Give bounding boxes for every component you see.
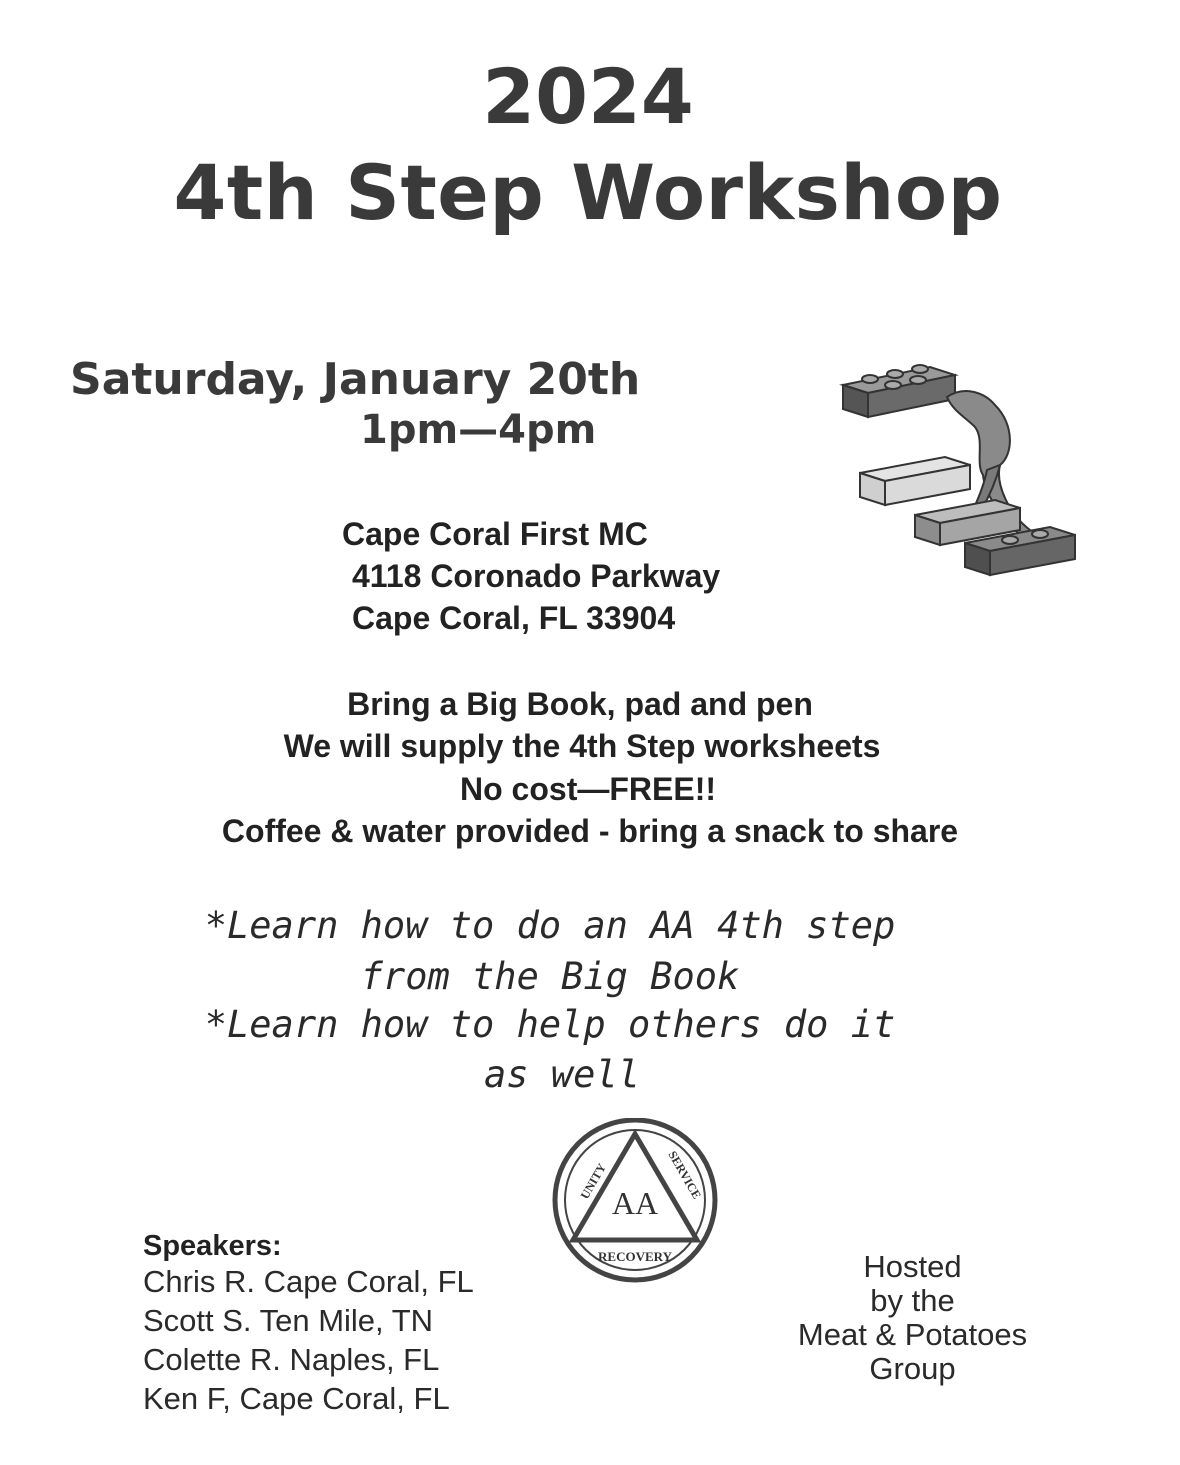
venue-name: Cape Coral First MC (342, 516, 648, 552)
flyer-title: 4th Step Workshop (173, 148, 1003, 237)
venue-city: Cape Coral, FL 33904 (352, 600, 676, 636)
hosted-line: Group (869, 1351, 956, 1386)
logo-center-text: AA (611, 1185, 659, 1221)
learn-line: *Learn how to help others do it (204, 1003, 896, 1046)
logo-service-text: SERVICE (665, 1148, 704, 1202)
venue-street: 4118 Coronado Parkway (352, 558, 721, 594)
event-time: 1pm—4pm (360, 407, 597, 453)
flyer-year: 2024 (482, 52, 694, 141)
info-line: Bring a Big Book, pad and pen (347, 686, 813, 722)
climbing-blocks-illustration (835, 345, 1095, 585)
learn-line: as well (484, 1053, 640, 1096)
speaker-item: Ken F, Cape Coral, FL (143, 1381, 450, 1416)
info-line: We will supply the 4th Step worksheets (283, 728, 881, 764)
learn-line: *Learn how to do an AA 4th step (204, 904, 896, 947)
speaker-item: Chris R. Cape Coral, FL (143, 1264, 474, 1299)
speaker-item: Colette R. Naples, FL (143, 1342, 440, 1377)
hosted-line: Meat & Potatoes (797, 1317, 1028, 1352)
info-line: Coffee & water provided - bring a snack to share (221, 813, 959, 849)
logo-recovery-text: RECOVERY (598, 1249, 672, 1264)
learn-line: from the Big Book (360, 955, 740, 998)
info-line: No cost—FREE!! (460, 771, 716, 807)
hosted-line: Hosted (863, 1249, 962, 1284)
speaker-item: Scott S. Ten Mile, TN (143, 1303, 434, 1338)
event-date: Saturday, January 20th (70, 354, 641, 405)
logo-unity-text: UNITY (577, 1161, 609, 1202)
speakers-heading: Speakers: (143, 1230, 282, 1262)
aa-circle-triangle-logo (535, 1118, 735, 1288)
hosted-line: by the (870, 1283, 955, 1318)
hosted-by-block (770, 1250, 1055, 1386)
